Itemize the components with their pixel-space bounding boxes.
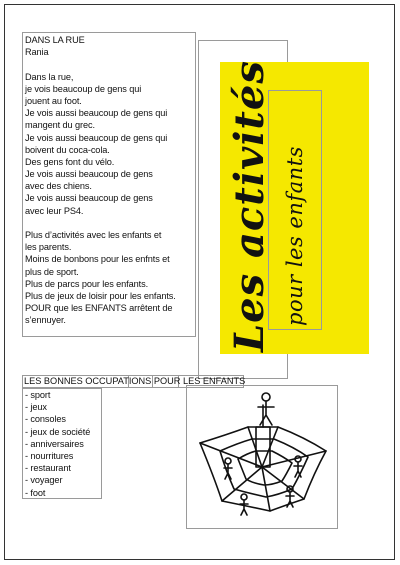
- list-item: - jeux: [25, 402, 47, 413]
- story-line: jouent au foot.: [25, 95, 82, 106]
- heading-part: ATIONS: [117, 376, 152, 386]
- story-line: Plus de parcs pour les enfants.: [25, 278, 149, 289]
- story-line: Je vois aussi beaucoup de gens qui: [25, 132, 168, 143]
- story-author: Rania: [25, 47, 49, 58]
- story-line: Des gens font du vélo.: [25, 156, 115, 167]
- banner-subtitle: pour les enfants: [283, 146, 307, 326]
- story-paragraph-2: [25, 229, 176, 327]
- list-item: - anniversaires: [25, 438, 84, 449]
- story-line: Dans la rue,: [25, 71, 74, 82]
- story-line: Moins de bonbons pour les enfnts et: [25, 254, 170, 265]
- story-line: mangent du grec.: [25, 120, 95, 131]
- heading-part: POUR: [153, 376, 181, 386]
- story-line: Je vois aussi beaucoup de gens: [25, 169, 153, 180]
- story-line: Plus d’activités avec les enfants et: [25, 230, 162, 240]
- list-item: - nourritures: [25, 450, 74, 461]
- story-paragraph-1: [25, 71, 176, 217]
- list-item: - sport: [25, 390, 51, 400]
- heading-part: LES BONNES OCCUP: [24, 376, 118, 386]
- spider-web-drawing: [186, 385, 338, 529]
- story-line: avec leur PS4.: [25, 205, 84, 216]
- occupations-list: [25, 389, 90, 499]
- heading-part: LES ENFANTS: [182, 376, 246, 386]
- story-line: Je vois aussi beaucoup de gens qui: [25, 108, 168, 119]
- story-title: DANS LA RUE: [25, 35, 85, 45]
- story-line: s’ennuyer.: [25, 315, 66, 326]
- story-line: Je vois aussi beaucoup de gens: [25, 193, 153, 204]
- list-item: - voyager: [25, 475, 63, 486]
- story-text: [25, 34, 176, 327]
- story-line: plus de sport.: [25, 266, 79, 277]
- list-item: - restaurant: [25, 463, 71, 474]
- list-item: - jeux de société: [25, 426, 91, 437]
- story-line: POUR que les ENFANTS arrêtent de: [25, 303, 173, 314]
- list-item: - consoles: [25, 414, 66, 425]
- banner-title: Les activités: [226, 60, 273, 352]
- list-item: - foot: [25, 487, 46, 498]
- story-line: je vois beaucoup de gens qui: [25, 83, 142, 94]
- story-line: avec des chiens.: [25, 181, 92, 192]
- story-line: boivent du coca-cola.: [25, 144, 110, 155]
- story-line: Plus de jeux de loisir pour les enfants.: [25, 290, 176, 301]
- story-line: les parents.: [25, 242, 72, 253]
